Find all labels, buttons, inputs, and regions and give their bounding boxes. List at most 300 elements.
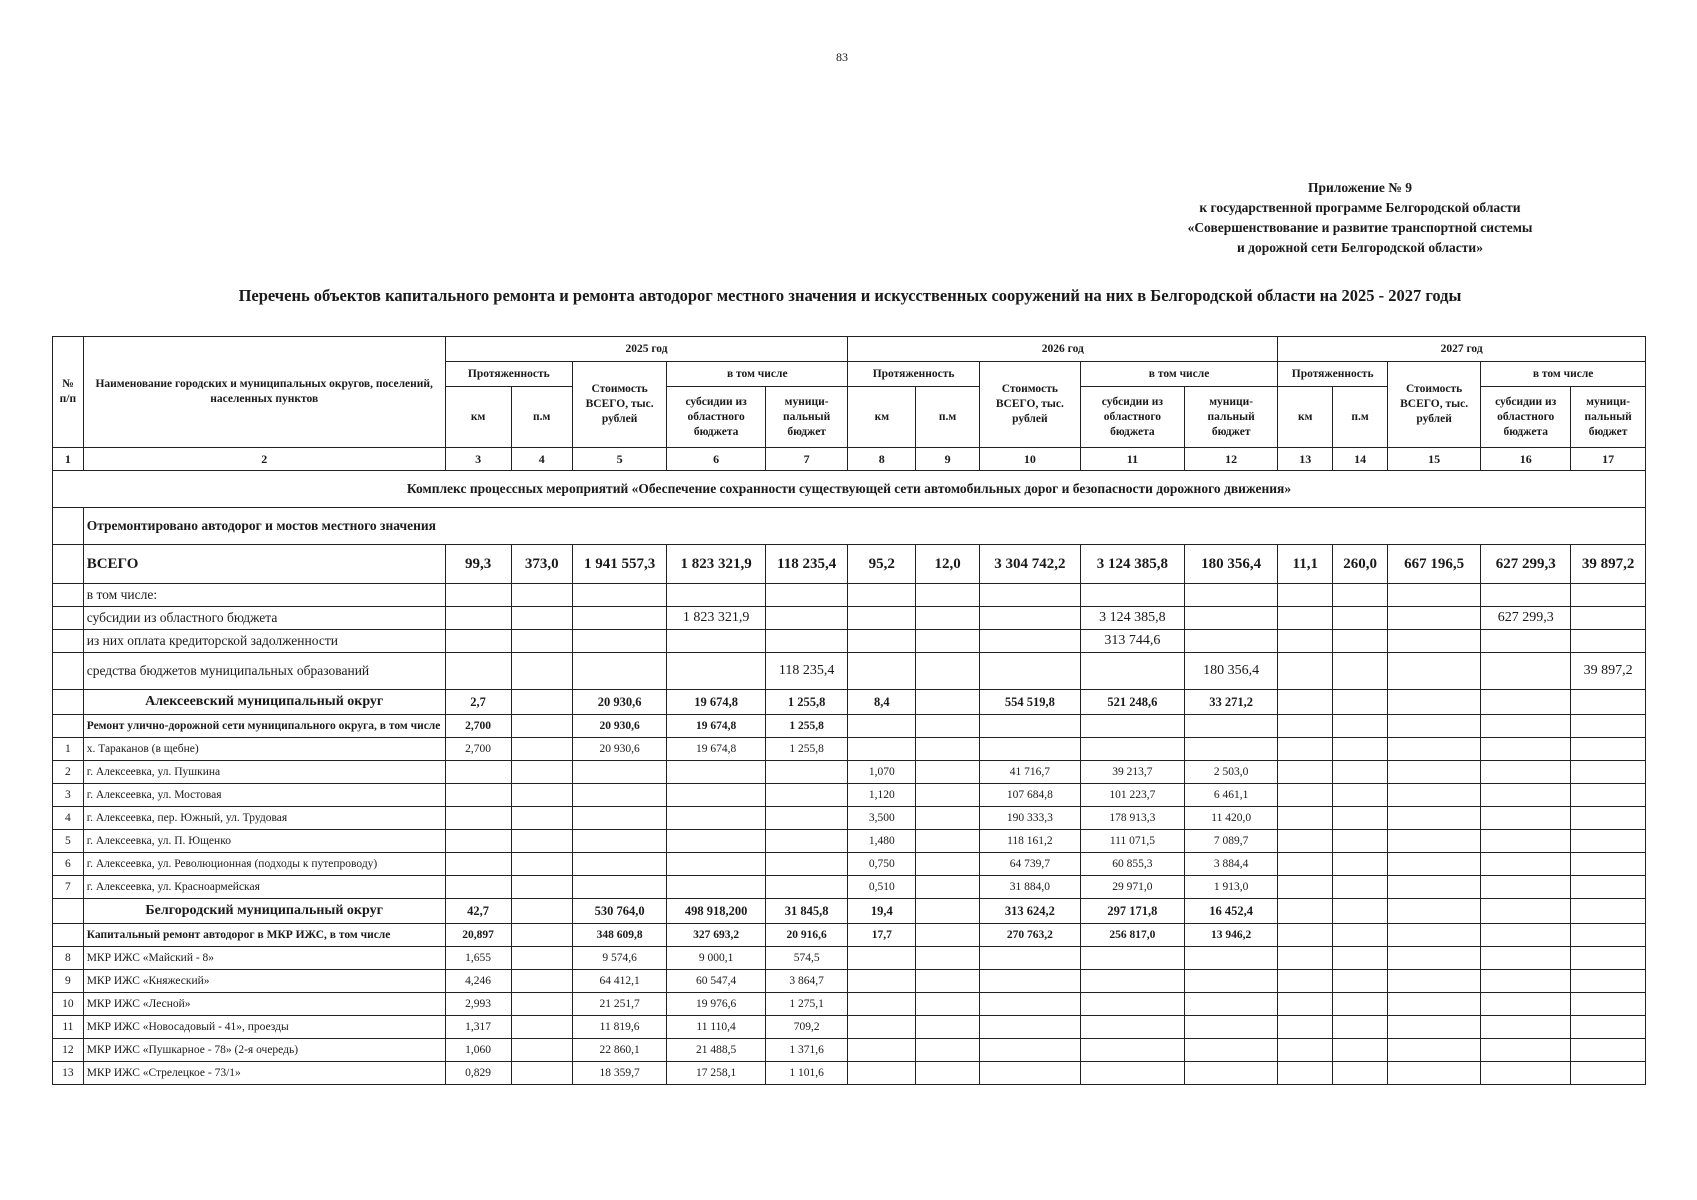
value-cell: 2,700 (445, 715, 511, 738)
empty-cell (511, 876, 572, 899)
empty-cell (1333, 1062, 1388, 1085)
empty-cell (1333, 993, 1388, 1016)
empty-cell (916, 715, 980, 738)
total-value: 99,3 (445, 545, 511, 584)
empty-cell (667, 830, 766, 853)
col-name-header: Наименование городских и муниципальных округов, поселений, населенных пунктов (83, 337, 445, 448)
empty-cell (765, 876, 847, 899)
empty-cell (1388, 947, 1481, 970)
empty-cell (511, 853, 572, 876)
object-name: г. Алексеевка, ул. Мостовая (83, 784, 445, 807)
empty-cell (848, 993, 916, 1016)
value-cell: 178 913,3 (1080, 807, 1184, 830)
empty-cell (1333, 970, 1388, 993)
total-row (53, 545, 1646, 584)
value-cell: 0,829 (445, 1062, 511, 1085)
empty-cell (511, 807, 572, 830)
empty-cell (1278, 715, 1333, 738)
value-cell: 19 976,6 (667, 993, 766, 1016)
cost-header: Стоимость ВСЕГО, тыс. рублей (1388, 362, 1481, 448)
empty-cell (1571, 970, 1646, 993)
value-cell: 1,070 (848, 761, 916, 784)
empty-cell (916, 738, 980, 761)
value-cell: 22 860,1 (572, 1039, 666, 1062)
column-number: 8 (848, 448, 916, 471)
empty-cell (916, 1039, 980, 1062)
row-number: 7 (53, 876, 84, 899)
empty-cell (1333, 784, 1388, 807)
empty-cell (1278, 784, 1333, 807)
object-row (53, 1039, 1646, 1062)
empty-cell (53, 899, 84, 924)
value-cell: 20 916,6 (765, 924, 847, 947)
empty-cell (1481, 853, 1571, 876)
column-number: 1 (53, 448, 84, 471)
appendix-line: и дорожной сети Белгородской области» (1237, 240, 1483, 255)
empty-cell (916, 1016, 980, 1039)
value-cell: 42,7 (445, 899, 511, 924)
value-cell: 31 845,8 (765, 899, 847, 924)
empty-cell (53, 690, 84, 715)
empty-cell (979, 1039, 1080, 1062)
value-cell: 60 547,4 (667, 970, 766, 993)
year-2025-header: 2025 год (445, 337, 848, 362)
debt-2026-value: 313 744,6 (1080, 630, 1184, 653)
row-number: 12 (53, 1039, 84, 1062)
incl-row (53, 584, 1646, 607)
empty-cell (1333, 853, 1388, 876)
empty-cell (1278, 899, 1333, 924)
empty-cell (1388, 924, 1481, 947)
value-cell: 17 258,1 (667, 1062, 766, 1085)
object-name: г. Алексеевка, ул. П. Ющенко (83, 830, 445, 853)
empty-cell (1571, 761, 1646, 784)
municipal-funds-row (53, 653, 1646, 690)
repair-subtotal-row (53, 715, 1646, 738)
value-cell: 2,7 (445, 690, 511, 715)
value-cell: 39 213,7 (1080, 761, 1184, 784)
empty-cell (1571, 715, 1646, 738)
municipal-2027-value: 39 897,2 (1571, 653, 1646, 690)
total-value: 3 124 385,8 (1080, 545, 1184, 584)
value-cell: 3 884,4 (1185, 853, 1278, 876)
empty-cell (1333, 761, 1388, 784)
value-cell: 111 071,5 (1080, 830, 1184, 853)
empty-cell (53, 653, 84, 690)
municipal-header: муници-пальный бюджет (1571, 387, 1646, 448)
value-cell: 1,060 (445, 1039, 511, 1062)
object-row (53, 1016, 1646, 1039)
empty-cell (916, 993, 980, 1016)
empty-cell (1388, 784, 1481, 807)
empty-cell (979, 947, 1080, 970)
empty-cell (916, 830, 980, 853)
value-cell: 1,317 (445, 1016, 511, 1039)
empty-cell (1571, 853, 1646, 876)
empty-cell (667, 853, 766, 876)
empty-cell (53, 630, 84, 653)
empty-cell (1481, 784, 1571, 807)
value-cell: 64 739,7 (979, 853, 1080, 876)
empty-cell (1571, 690, 1646, 715)
row-number: 3 (53, 784, 84, 807)
value-cell: 1 371,6 (765, 1039, 847, 1062)
subsidy-2025-value: 1 823 321,9 (667, 607, 766, 630)
empty-cell (1185, 1016, 1278, 1039)
subsidy-header: субсидии из областного бюджета (1080, 387, 1184, 448)
value-cell: 107 684,8 (979, 784, 1080, 807)
value-cell: 60 855,3 (1080, 853, 1184, 876)
subsidy-2027-value: 627 299,3 (1481, 607, 1571, 630)
row-number: 11 (53, 1016, 84, 1039)
empty-cell (765, 761, 847, 784)
empty-cell (1571, 738, 1646, 761)
empty-cell (979, 1062, 1080, 1085)
value-cell: 19 674,8 (667, 738, 766, 761)
value-cell: 0,510 (848, 876, 916, 899)
empty-cell (511, 1062, 572, 1085)
empty-cell (848, 1016, 916, 1039)
empty-cell (848, 947, 916, 970)
empty-cell (1185, 947, 1278, 970)
column-numbers-row (53, 448, 1646, 471)
column-number: 4 (511, 448, 572, 471)
empty-cell (511, 947, 572, 970)
total-value: 3 304 742,2 (979, 545, 1080, 584)
value-cell: 530 764,0 (572, 899, 666, 924)
empty-cell (1278, 876, 1333, 899)
page-number: 83 (836, 50, 848, 64)
empty-cell (53, 607, 84, 630)
empty-cell (572, 761, 666, 784)
empty-cell (1571, 807, 1646, 830)
value-cell: 20,897 (445, 924, 511, 947)
column-number: 11 (1080, 448, 1184, 471)
row-number: 5 (53, 830, 84, 853)
incl-header: в том числе (1481, 362, 1646, 387)
empty-cell (1278, 947, 1333, 970)
empty-cell (1388, 970, 1481, 993)
empty-cell (511, 690, 572, 715)
row-number: 2 (53, 761, 84, 784)
empty-cell (848, 715, 916, 738)
object-row (53, 830, 1646, 853)
value-cell: 190 333,3 (979, 807, 1080, 830)
empty-cell (1571, 830, 1646, 853)
total-value: 1 823 321,9 (667, 545, 766, 584)
empty-cell (1571, 993, 1646, 1016)
empty-cell (445, 807, 511, 830)
object-row (53, 761, 1646, 784)
empty-cell (511, 784, 572, 807)
empty-cell (1278, 924, 1333, 947)
value-cell: 2,700 (445, 738, 511, 761)
municipal-header: муници-пальный бюджет (1185, 387, 1278, 448)
empty-cell (572, 853, 666, 876)
empty-cell (848, 1039, 916, 1062)
object-name: МКР ИЖС «Стрелецкое - 73/1» (83, 1062, 445, 1085)
empty-cell (848, 1062, 916, 1085)
value-cell: 64 412,1 (572, 970, 666, 993)
total-value: 180 356,4 (1185, 545, 1278, 584)
empty-cell (445, 784, 511, 807)
subsection-row (53, 508, 1646, 545)
length-header: Протяженность (445, 362, 572, 387)
district-row (53, 690, 1646, 715)
appendix-line: к государственной программе Белгородской области (1199, 200, 1521, 215)
municipal-header: муници-пальный бюджет (765, 387, 847, 448)
document-title: Перечень объектов капитального ремонта и ремонта автодорог местного значения и искусственных сооружений на них в Белгородской области на 2025 - 2027 годы (238, 286, 1462, 305)
value-cell: 313 624,2 (979, 899, 1080, 924)
debt-label: из них оплата кредиторской задолженности (83, 630, 445, 653)
empty-cell (1278, 761, 1333, 784)
empty-cell (1388, 1016, 1481, 1039)
empty-cell (1185, 1039, 1278, 1062)
empty-cell (1388, 876, 1481, 899)
value-cell: 574,5 (765, 947, 847, 970)
value-cell: 19 674,8 (667, 715, 766, 738)
pm-header: п.м (916, 387, 980, 448)
subsidy-header: субсидии из областного бюджета (667, 387, 766, 448)
empty-cell (667, 876, 766, 899)
empty-cell (1333, 1016, 1388, 1039)
empty-cell (1481, 899, 1571, 924)
empty-cell (511, 993, 572, 1016)
incl-header: в том числе (667, 362, 848, 387)
value-cell: 1,120 (848, 784, 916, 807)
total-value: 12,0 (916, 545, 980, 584)
empty-cell (511, 924, 572, 947)
column-number: 10 (979, 448, 1080, 471)
empty-cell (916, 924, 980, 947)
value-cell: 709,2 (765, 1016, 847, 1039)
value-cell: 17,7 (848, 924, 916, 947)
value-cell: 118 161,2 (979, 830, 1080, 853)
object-name: МКР ИЖС «Майский - 8» (83, 947, 445, 970)
object-row (53, 993, 1646, 1016)
km-header: км (848, 387, 916, 448)
value-cell: 2 503,0 (1185, 761, 1278, 784)
object-name: х. Тараканов (в щебне) (83, 738, 445, 761)
empty-cell (511, 970, 572, 993)
empty-cell (511, 1016, 572, 1039)
empty-cell (1481, 807, 1571, 830)
empty-cell (765, 784, 847, 807)
value-cell: 19,4 (848, 899, 916, 924)
column-number: 9 (916, 448, 980, 471)
empty-cell (572, 807, 666, 830)
value-cell: 1 101,6 (765, 1062, 847, 1085)
municipal-2026-value: 180 356,4 (1185, 653, 1278, 690)
km-header: км (445, 387, 511, 448)
empty-cell (765, 853, 847, 876)
district-name: Алексеевский муниципальный округ (83, 690, 445, 715)
empty-cell (511, 1039, 572, 1062)
row-number: 6 (53, 853, 84, 876)
empty-cell (1185, 1062, 1278, 1085)
empty-cell (511, 830, 572, 853)
empty-cell (1333, 947, 1388, 970)
total-value: 627 299,3 (1481, 545, 1571, 584)
value-cell: 1 255,8 (765, 690, 847, 715)
year-2026-header: 2026 год (848, 337, 1278, 362)
empty-cell (1388, 807, 1481, 830)
empty-cell (765, 830, 847, 853)
empty-cell (916, 807, 980, 830)
empty-cell (667, 784, 766, 807)
district-row (53, 899, 1646, 924)
value-cell: 521 248,6 (1080, 690, 1184, 715)
section-title: Комплекс процессных мероприятий «Обеспечение сохранности существующей сети автомобильных дорог и безопасности дорожного движения» (53, 471, 1646, 508)
empty-cell (53, 545, 84, 584)
empty-cell (1185, 970, 1278, 993)
value-cell: 6 461,1 (1185, 784, 1278, 807)
empty-cell (1571, 1062, 1646, 1085)
objects-table (52, 336, 1646, 1085)
value-cell: 18 359,7 (572, 1062, 666, 1085)
empty-cell (1080, 947, 1184, 970)
empty-cell (1333, 924, 1388, 947)
value-cell: 4,246 (445, 970, 511, 993)
empty-cell (511, 715, 572, 738)
empty-cell (1481, 924, 1571, 947)
empty-cell (53, 584, 84, 607)
incl-header: в том числе (1080, 362, 1278, 387)
empty-cell (848, 738, 916, 761)
empty-cell (916, 784, 980, 807)
object-row (53, 947, 1646, 970)
empty-cell (1571, 947, 1646, 970)
value-cell: 101 223,7 (1080, 784, 1184, 807)
object-name: МКР ИЖС «Пушкарное - 78» (2-я очередь) (83, 1039, 445, 1062)
municipal-label: средства бюджетов муниципальных образований (83, 653, 445, 690)
column-number: 14 (1333, 448, 1388, 471)
empty-cell (1481, 970, 1571, 993)
value-cell: 16 452,4 (1185, 899, 1278, 924)
value-cell: 13 946,2 (1185, 924, 1278, 947)
column-number: 2 (83, 448, 445, 471)
column-number: 3 (445, 448, 511, 471)
value-cell: 9 574,6 (572, 947, 666, 970)
empty-cell (1481, 690, 1571, 715)
repair-subtotal-label: Ремонт улично-дорожной сети муниципального округа, в том числе (83, 715, 445, 738)
subsection-title: Отремонтировано автодорог и мостов местного значения (83, 508, 1645, 545)
empty-cell (1185, 993, 1278, 1016)
total-value: 667 196,5 (1388, 545, 1481, 584)
empty-cell (572, 830, 666, 853)
km-header: км (1278, 387, 1333, 448)
empty-cell (1388, 1039, 1481, 1062)
empty-cell (916, 876, 980, 899)
object-name: г. Алексеевка, ул. Революционная (подходы к путепроводу) (83, 853, 445, 876)
total-value: 260,0 (1333, 545, 1388, 584)
empty-cell (53, 508, 84, 545)
value-cell: 1,480 (848, 830, 916, 853)
object-row (53, 807, 1646, 830)
empty-cell (445, 830, 511, 853)
empty-cell (1388, 993, 1481, 1016)
empty-cell (1571, 1016, 1646, 1039)
value-cell: 21 488,5 (667, 1039, 766, 1062)
empty-cell (1481, 1016, 1571, 1039)
column-number: 12 (1185, 448, 1278, 471)
total-value: 1 941 557,3 (572, 545, 666, 584)
empty-cell (445, 761, 511, 784)
length-header: Протяженность (1278, 362, 1388, 387)
empty-cell (916, 899, 980, 924)
empty-cell (1571, 784, 1646, 807)
incl-label: в том числе: (83, 584, 445, 607)
empty-cell (1080, 1039, 1184, 1062)
empty-cell (1080, 738, 1184, 761)
empty-cell (1333, 807, 1388, 830)
empty-cell (916, 970, 980, 993)
empty-cell (53, 715, 84, 738)
value-cell: 1 913,0 (1185, 876, 1278, 899)
empty-cell (916, 1062, 980, 1085)
empty-cell (511, 899, 572, 924)
empty-cell (1481, 830, 1571, 853)
value-cell: 3 864,7 (765, 970, 847, 993)
value-cell: 0,750 (848, 853, 916, 876)
section-row (53, 471, 1646, 508)
empty-cell (916, 947, 980, 970)
empty-cell (1278, 738, 1333, 761)
empty-cell (572, 876, 666, 899)
pm-header: п.м (511, 387, 572, 448)
empty-cell (511, 761, 572, 784)
value-cell: 33 271,2 (1185, 690, 1278, 715)
length-header: Протяженность (848, 362, 980, 387)
empty-cell (1388, 1062, 1481, 1085)
empty-cell (1333, 715, 1388, 738)
total-value: 373,0 (511, 545, 572, 584)
object-row (53, 853, 1646, 876)
empty-cell (1278, 993, 1333, 1016)
object-name: МКР ИЖС «Княжеский» (83, 970, 445, 993)
empty-cell (1333, 899, 1388, 924)
total-value: 39 897,2 (1571, 545, 1646, 584)
value-cell: 20 930,6 (572, 738, 666, 761)
value-cell: 19 674,8 (667, 690, 766, 715)
object-name: г. Алексеевка, ул. Красноармейская (83, 876, 445, 899)
value-cell: 11 819,6 (572, 1016, 666, 1039)
empty-cell (765, 807, 847, 830)
row-number: 9 (53, 970, 84, 993)
value-cell: 21 251,7 (572, 993, 666, 1016)
object-row (53, 738, 1646, 761)
empty-cell (1278, 807, 1333, 830)
empty-cell (1080, 993, 1184, 1016)
municipal-2025-value: 118 235,4 (765, 653, 847, 690)
empty-cell (1080, 970, 1184, 993)
cost-header: Стоимость ВСЕГО, тыс. рублей (979, 362, 1080, 448)
empty-cell (979, 715, 1080, 738)
column-number: 6 (667, 448, 766, 471)
empty-cell (979, 1016, 1080, 1039)
empty-cell (667, 807, 766, 830)
empty-cell (1185, 715, 1278, 738)
appendix-header (1130, 178, 1590, 258)
object-name: г. Алексеевка, пер. Южный, ул. Трудовая (83, 807, 445, 830)
empty-cell (1388, 690, 1481, 715)
empty-cell (1481, 738, 1571, 761)
subsidy-label: субсидии из областного бюджета (83, 607, 445, 630)
value-cell: 1 255,8 (765, 738, 847, 761)
value-cell: 270 763,2 (979, 924, 1080, 947)
subsidy-header: субсидии из областного бюджета (1481, 387, 1571, 448)
empty-cell (1481, 761, 1571, 784)
